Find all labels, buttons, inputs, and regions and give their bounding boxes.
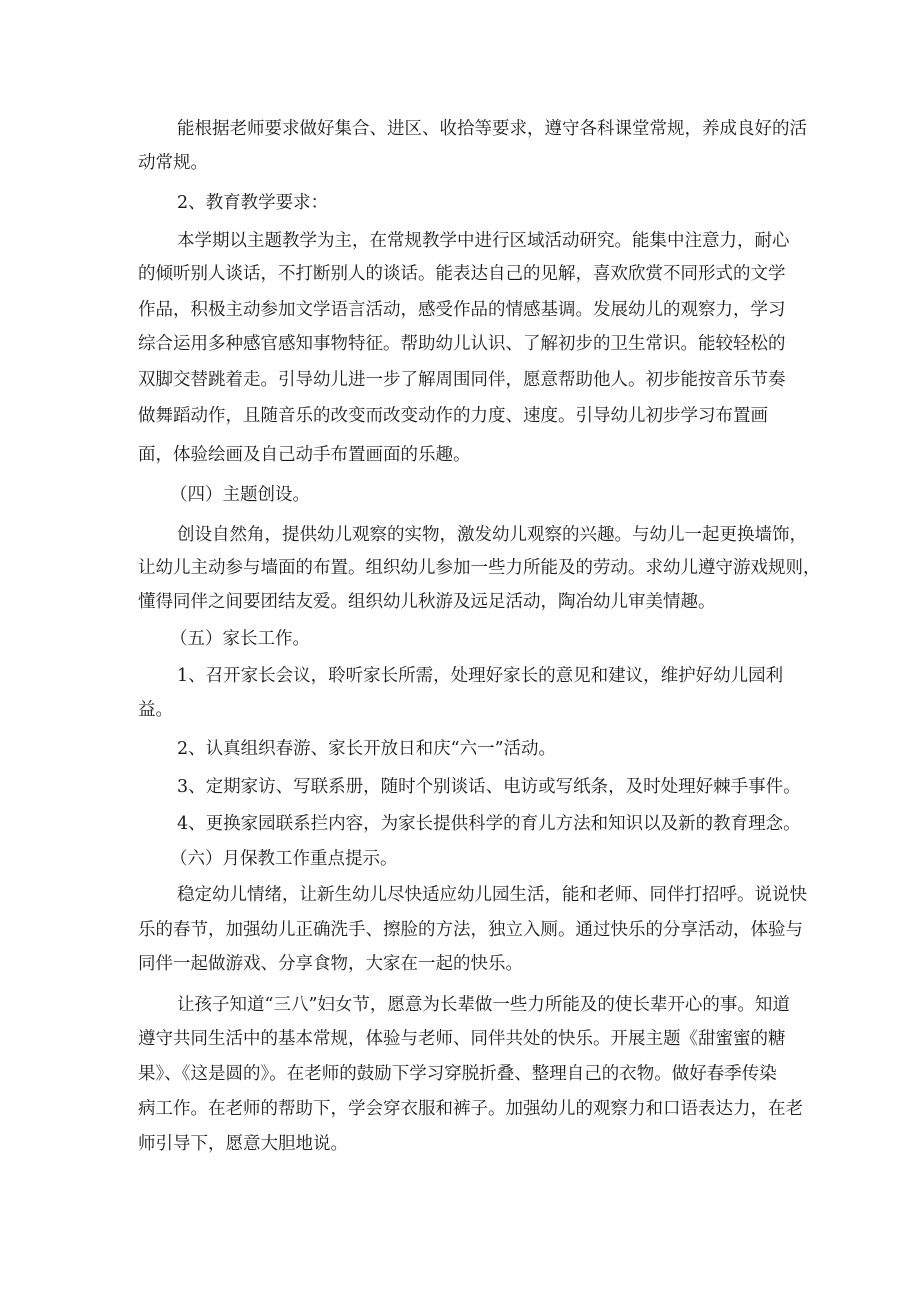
text-line: 综合运用多种感官感知事物特征。帮助幼儿认识、了解初步的卫生常识。能较轻松的	[138, 334, 786, 354]
heading-text: （五）家长工作。	[170, 629, 310, 649]
text-line: 稳定幼儿情绪，让新生幼儿尽快适应幼儿园生活，能和老师、同伴打招呼。说说快	[177, 885, 807, 905]
text-line: 果》、《这是圆的》。在老师的鼓励下学习穿脱折叠、整理自己的衣物。做好春季传染	[138, 1064, 777, 1084]
text-line: 益。	[138, 700, 173, 720]
text-line: 做舞蹈动作，且随音乐的改变而改变动作的力度、速度。引导幼儿初步学习布置画	[138, 406, 768, 426]
text-line: 双脚交替跳着走。引导幼儿进一步了解周围同伴，愿意帮助他人。初步能按音乐节奏	[138, 370, 786, 390]
text-line: 1、召开家长会议，聆听家长所需，处理好家长的意见和建议，维护好幼儿园利	[177, 666, 784, 686]
text-line: 乐的春节，加强幼儿正确洗手、擦脸的方法，独立入厕。通过快乐的分享活动，体验与	[138, 920, 803, 940]
text-line: 2、认真组织春游、家长开放日和庆“六一”活动。	[177, 739, 557, 759]
text-line: 的倾听别人谈话，不打断别人的谈话。能表达自己的见解，喜欢欣赏不同形式的文学	[138, 264, 786, 284]
text-line: 4、更换家园联系拦内容，为家长提供科学的育儿方法和知识以及新的教育理念。	[177, 814, 801, 834]
text-line: 面，体验绘画及自己动手布置画面的乐趣。	[138, 445, 471, 465]
text-line: 同伴一起做游戏、分享食物，大家在一起的快乐。	[138, 954, 523, 974]
text-line: 创设自然角，提供幼儿观察的实物，激发幼儿观察的兴趣。与幼儿一起更换墙饰，	[177, 525, 807, 545]
text-line: 3、定期家访、写联系册，随时个别谈话、电访或写纸条，及时处理好棘手事件。	[177, 777, 801, 797]
text-line: 遵守共同生活中的基本常规，体验与老师、同伴共处的快乐。开展主题《甜蜜蜜的糖	[138, 1029, 786, 1049]
heading-text: 2、教育教学要求：	[177, 193, 329, 213]
text-line: 本学期以主题教学为主，在常规教学中进行区域活动研究。能集中注意力，耐心	[177, 231, 790, 251]
text-line: 能根据老师要求做好集合、进区、收拾等要求，遵守各科课堂常规，养成良好的活	[177, 119, 807, 139]
text-line: 作品，积极主动参加文学语言活动，感受作品的情感基调。发展幼儿的观察力，学习	[138, 300, 786, 320]
text-line: 师引导下，愿意大胆地说。	[138, 1134, 348, 1154]
text-line: 病工作。在老师的帮助下，学会穿衣服和裤子。加强幼儿的观察力和口语表达力，在老	[138, 1099, 803, 1119]
text-line: 让幼儿主动参与墙面的布置。组织幼儿参加一些力所能及的劳动。求幼儿遵守游戏规则，	[138, 558, 821, 578]
heading-text: （六）月保教工作重点提示。	[170, 849, 398, 869]
text-line: 懂得同伴之间要团结友爱。组织幼儿秋游及远足活动，陶冶幼儿审美情趣。	[138, 592, 716, 612]
text-line: 让孩子知道“三八”妇女节，愿意为长辈做一些力所能及的使长辈开心的事。知道	[177, 995, 790, 1015]
text-line: 动常规。	[138, 153, 208, 173]
heading-text: （四）主题创设。	[170, 485, 310, 505]
